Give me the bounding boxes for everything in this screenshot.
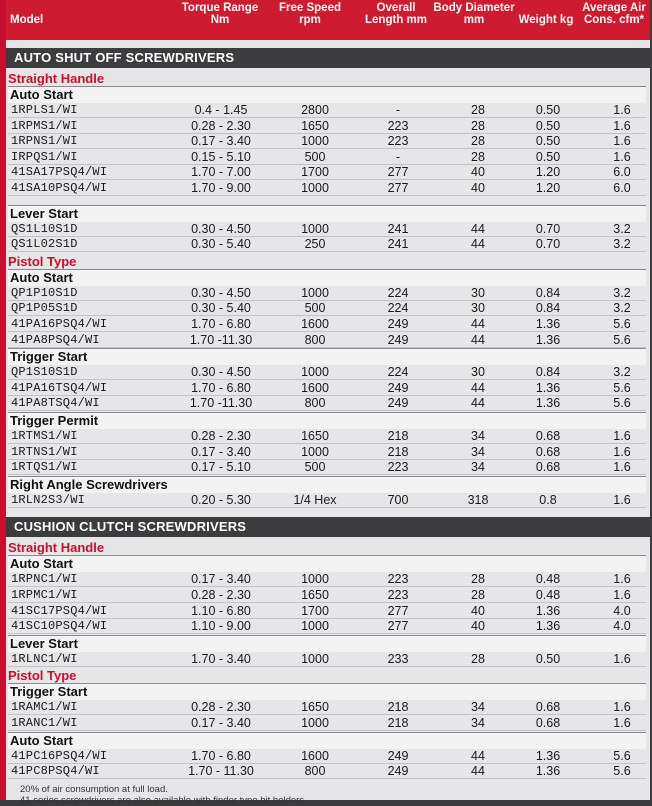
weight-cell: 0.84 (535, 301, 561, 316)
diameter-cell: 28 (471, 149, 485, 164)
table-row (8, 150, 646, 165)
torque-cell: 1.70 -11.30 (189, 332, 253, 347)
category-label: Pistol Type (8, 668, 77, 684)
air-cell: 1.6 (613, 118, 631, 133)
torque-cell: 0.17 - 3.40 (191, 716, 251, 730)
model-cell: QP1P10S1D (11, 285, 78, 300)
header-model: Model (10, 14, 44, 26)
torque-cell: 0.28 - 2.30 (191, 429, 251, 443)
speed-cell: 1000 (301, 134, 329, 149)
speed-cell: 1000 (301, 365, 329, 380)
torque-cell: 0.30 - 4.50 (191, 221, 251, 236)
torque-cell: 1.10 - 9.00 (191, 619, 251, 634)
table-row (8, 700, 646, 715)
speed-cell: 500 (304, 460, 326, 475)
model-cell: QS1L02S1D (11, 237, 78, 252)
model-cell: 1RPNS1/WI (11, 134, 78, 149)
category-label: Straight Handle (8, 540, 105, 556)
footnote: 41 series screwdrivers are also available with finder type bit holders. (20, 794, 307, 806)
speed-cell: 1000 (301, 181, 329, 195)
air-cell: 3.2 (613, 301, 631, 316)
table-row (8, 222, 646, 237)
length-cell: 223 (387, 588, 409, 602)
speed-cell: 800 (304, 764, 326, 779)
weight-cell: 1.36 (535, 603, 561, 618)
model-cell: 1RAMC1/WI (11, 700, 78, 715)
speed-cell: 250 (304, 237, 326, 252)
model-cell: 1RLN2S3/WI (11, 492, 86, 507)
model-cell: 41SA17PSQ4/WI (11, 165, 108, 180)
torque-cell: 0.17 - 3.40 (191, 444, 251, 459)
length-cell: 218 (387, 444, 409, 459)
air-cell: 5.6 (613, 332, 631, 347)
table-row (8, 572, 646, 587)
footnote: 20% of air consumption at full load. (20, 783, 168, 795)
air-cell: 6.0 (613, 181, 631, 195)
header-speed: Free Speed rpm (279, 2, 341, 26)
weight-cell: 0.68 (535, 444, 561, 459)
torque-cell: 0.20 - 5.30 (191, 492, 251, 507)
table-row (8, 588, 646, 603)
diameter-cell: 34 (471, 700, 485, 715)
air-cell: 5.6 (613, 317, 631, 331)
length-cell: 249 (387, 748, 409, 763)
length-cell: 223 (387, 572, 409, 587)
model-cell: 41SA10PSQ4/WI (11, 181, 108, 195)
length-cell: 224 (387, 301, 409, 316)
speed-cell: 1650 (301, 700, 329, 715)
table-row (8, 460, 646, 475)
speed-cell: 1600 (301, 317, 329, 331)
diameter-cell: 28 (471, 134, 485, 149)
diameter-cell: 28 (471, 651, 485, 666)
length-cell: 218 (387, 429, 409, 443)
length-cell: - (395, 103, 401, 117)
header-air: Average Air Cons. cfm* (582, 2, 646, 26)
diameter-cell: 44 (471, 396, 485, 411)
weight-cell: 1.36 (535, 380, 561, 395)
air-cell: 1.6 (613, 149, 631, 164)
diameter-cell: 30 (471, 301, 485, 316)
length-cell: 277 (387, 165, 409, 180)
weight-cell: 0.68 (535, 700, 561, 715)
subgroup-label: Right Angle Screwdrivers (8, 476, 646, 493)
torque-cell: 1.70 - 7.00 (191, 165, 251, 180)
air-cell: 6.0 (613, 165, 631, 180)
length-cell: - (395, 149, 401, 164)
table-row (8, 764, 646, 779)
speed-cell: 1600 (301, 748, 329, 763)
length-cell: 241 (387, 221, 409, 236)
length-cell: 277 (387, 603, 409, 618)
diameter-cell: 28 (471, 588, 485, 602)
model-cell: 1RPMC1/WI (11, 588, 78, 602)
torque-cell: 1.10 - 6.80 (191, 603, 251, 618)
header-length: Overall Length mm (365, 2, 427, 26)
length-cell: 233 (387, 651, 409, 666)
model-cell: 41PA8TSQ4/WI (11, 396, 100, 411)
speed-cell: 1700 (301, 165, 329, 180)
weight-cell: 0.50 (535, 103, 561, 117)
weight-cell: 1.36 (535, 748, 561, 763)
model-cell: 1RPLS1/WI (11, 103, 78, 117)
weight-cell: 1.20 (535, 181, 561, 195)
weight-cell: 1.36 (535, 396, 561, 411)
torque-cell: 1.70 - 3.40 (191, 651, 251, 666)
diameter-cell: 34 (471, 429, 485, 443)
model-cell: QP1S10S1D (11, 365, 78, 380)
weight-cell: 0.68 (535, 429, 561, 443)
air-cell: 1.6 (613, 572, 631, 587)
diameter-cell: 44 (471, 748, 485, 763)
torque-cell: 0.28 - 2.30 (191, 588, 251, 602)
length-cell: 241 (387, 237, 409, 252)
model-cell: 1RANC1/WI (11, 716, 78, 730)
diameter-cell: 44 (471, 221, 485, 236)
weight-cell: 1.36 (535, 619, 561, 634)
model-cell: 1RTNS1/WI (11, 444, 78, 459)
speed-cell: 1000 (301, 221, 329, 236)
length-cell: 277 (387, 181, 409, 195)
air-cell: 5.6 (613, 380, 631, 395)
model-cell: 1RTMS1/WI (11, 429, 78, 443)
section-header: CUSHION CLUTCH SCREWDRIVERS (6, 517, 650, 537)
speed-cell: 500 (304, 301, 326, 316)
speed-cell: 1650 (301, 118, 329, 133)
model-cell: 41SC10PSQ4/WI (11, 619, 108, 634)
table-row (8, 286, 646, 301)
torque-cell: 0.4 - 1.45 (194, 103, 248, 117)
subgroup-label: Lever Start (8, 635, 646, 652)
table-row (8, 381, 646, 396)
table-row (8, 493, 646, 508)
subgroup-label: Lever Start (8, 205, 646, 222)
torque-cell: 0.28 - 2.30 (191, 700, 251, 715)
model-cell: 1RPMS1/WI (11, 118, 78, 133)
diameter-cell: 40 (471, 619, 485, 634)
table-row (8, 429, 646, 444)
weight-cell: 0.50 (535, 651, 561, 666)
model-cell: 41PA8PSQ4/WI (11, 332, 100, 347)
model-cell: 41PC8PSQ4/WI (11, 764, 100, 779)
weight-cell: 0.84 (535, 285, 561, 300)
speed-cell: 1000 (301, 716, 329, 730)
table-row (8, 604, 646, 619)
table-row (8, 716, 646, 731)
torque-cell: 1.70 - 6.80 (191, 317, 251, 331)
diameter-cell: 40 (471, 165, 485, 180)
weight-cell: 0.68 (535, 460, 561, 475)
subgroup-label: Trigger Start (8, 348, 646, 365)
speed-cell: 1000 (301, 572, 329, 587)
air-cell: 1.6 (613, 651, 631, 666)
length-cell: 218 (387, 716, 409, 730)
model-cell: QP1P05S1D (11, 301, 78, 316)
subgroup-label: Auto Start (8, 555, 646, 572)
diameter-cell: 30 (471, 365, 485, 380)
model-cell: 1RLNC1/WI (11, 651, 78, 666)
diameter-cell: 34 (471, 444, 485, 459)
table-header (6, 0, 650, 40)
table-row (8, 165, 646, 180)
category-label: Pistol Type (8, 253, 77, 269)
torque-cell: 0.15 - 5.10 (191, 149, 251, 164)
speed-cell: 1000 (301, 619, 329, 634)
diameter-cell: 44 (471, 317, 485, 331)
speed-cell: 1000 (301, 285, 329, 300)
speed-cell: 1600 (301, 380, 329, 395)
diameter-cell: 28 (471, 572, 485, 587)
weight-cell: 0.8 (539, 492, 557, 507)
weight-cell: 1.20 (535, 165, 561, 180)
diameter-cell: 44 (471, 332, 485, 347)
model-cell: 41SC17PSQ4/WI (11, 603, 108, 618)
diameter-cell: 30 (471, 285, 485, 300)
weight-cell: 0.84 (535, 365, 561, 380)
air-cell: 1.6 (613, 716, 631, 730)
length-cell: 224 (387, 365, 409, 380)
air-cell: 5.6 (613, 748, 631, 763)
torque-cell: 0.17 - 5.10 (191, 460, 251, 475)
model-cell: QS1L10S1D (11, 221, 78, 236)
speed-cell: 800 (304, 396, 326, 411)
table-row (8, 652, 646, 667)
speed-cell: 2800 (301, 103, 329, 117)
air-cell: 3.2 (613, 237, 631, 252)
air-cell: 3.2 (613, 285, 631, 300)
torque-cell: 0.30 - 4.50 (191, 365, 251, 380)
subgroup-label: Auto Start (8, 269, 646, 286)
air-cell: 5.6 (613, 764, 631, 779)
table-row (8, 445, 646, 460)
model-cell: 1RPNC1/WI (11, 572, 78, 587)
subgroup-label: Trigger Permit (8, 412, 646, 429)
weight-cell: 1.36 (535, 317, 561, 331)
speed-cell: 500 (304, 149, 326, 164)
air-cell: 1.6 (613, 134, 631, 149)
speed-cell: 1000 (301, 651, 329, 666)
length-cell: 223 (387, 118, 409, 133)
diameter-cell: 28 (471, 103, 485, 117)
table-row (8, 749, 646, 764)
model-cell: 41PA16PSQ4/WI (11, 317, 108, 331)
length-cell: 224 (387, 285, 409, 300)
weight-cell: 0.70 (535, 221, 561, 236)
table-row (8, 317, 646, 332)
section-header: AUTO SHUT OFF SCREWDRIVERS (6, 48, 650, 68)
torque-cell: 0.30 - 5.40 (191, 301, 251, 316)
length-cell: 218 (387, 700, 409, 715)
weight-cell: 0.48 (535, 572, 561, 587)
weight-cell: 1.36 (535, 332, 561, 347)
air-cell: 3.2 (613, 365, 631, 380)
torque-cell: 1.70 - 6.80 (191, 380, 251, 395)
model-cell: 1RTQS1/WI (11, 460, 78, 475)
air-cell: 1.6 (613, 700, 631, 715)
table-row (8, 365, 646, 380)
speed-cell: 1650 (301, 588, 329, 602)
speed-cell: 1000 (301, 444, 329, 459)
diameter-cell: 318 (467, 492, 489, 507)
diameter-cell: 40 (471, 603, 485, 618)
table-row (8, 119, 646, 134)
diameter-cell: 44 (471, 380, 485, 395)
air-cell: 4.0 (613, 603, 631, 618)
speed-cell: 1650 (301, 429, 329, 443)
torque-cell: 0.30 - 4.50 (191, 285, 251, 300)
torque-cell: 1.70 -11.30 (189, 396, 253, 411)
table-body (6, 40, 650, 806)
table-row (8, 301, 646, 316)
length-cell: 223 (387, 460, 409, 475)
subgroup-label: Auto Start (8, 86, 646, 103)
air-cell: 5.6 (613, 396, 631, 411)
table-row (8, 619, 646, 634)
torque-cell: 0.17 - 3.40 (191, 134, 251, 149)
table-row (8, 396, 646, 411)
torque-cell: 0.28 - 2.30 (191, 118, 251, 133)
length-cell: 249 (387, 396, 409, 411)
torque-cell: 0.30 - 5.40 (191, 237, 251, 252)
header-torque: Torque Range Nm (181, 2, 259, 26)
diameter-cell: 40 (471, 181, 485, 195)
air-cell: 1.6 (613, 460, 631, 475)
diameter-cell: 34 (471, 716, 485, 730)
weight-cell: 0.50 (535, 149, 561, 164)
length-cell: 249 (387, 317, 409, 331)
air-cell: 1.6 (613, 588, 631, 602)
weight-cell: 1.36 (535, 764, 561, 779)
weight-cell: 0.50 (535, 118, 561, 133)
length-cell: 223 (387, 134, 409, 149)
model-cell: 41PC16PSQ4/WI (11, 748, 108, 763)
diameter-cell: 28 (471, 118, 485, 133)
weight-cell: 0.70 (535, 237, 561, 252)
length-cell: 277 (387, 619, 409, 634)
subgroup-label: Trigger Start (8, 683, 646, 700)
speed-cell: 1/4 Hex (293, 492, 337, 507)
table-row (8, 181, 646, 196)
torque-cell: 0.17 - 3.40 (191, 572, 251, 587)
table-row (8, 134, 646, 149)
header-diameter: Body Diameter mm (433, 2, 515, 26)
weight-cell: 0.48 (535, 588, 561, 602)
diameter-cell: 44 (471, 764, 485, 779)
header-weight: Weight kg (518, 14, 574, 26)
air-cell: 3.2 (613, 221, 631, 236)
speed-cell: 800 (304, 332, 326, 347)
air-cell: 1.6 (613, 103, 631, 117)
speed-cell: 1700 (301, 603, 329, 618)
diameter-cell: 34 (471, 460, 485, 475)
diameter-cell: 44 (471, 237, 485, 252)
air-cell: 1.6 (613, 492, 631, 507)
table-row (8, 237, 646, 252)
air-cell: 1.6 (613, 444, 631, 459)
category-label: Straight Handle (8, 71, 105, 86)
air-cell: 1.6 (613, 429, 631, 443)
model-cell: IRPQS1/WI (11, 149, 78, 164)
table-row (8, 103, 646, 118)
torque-cell: 1.70 - 9.00 (191, 181, 251, 195)
length-cell: 249 (387, 764, 409, 779)
model-cell: 41PA16TSQ4/WI (11, 380, 108, 395)
weight-cell: 0.50 (535, 134, 561, 149)
subgroup-label: Auto Start (8, 732, 646, 749)
table-row (8, 333, 646, 348)
length-cell: 249 (387, 332, 409, 347)
length-cell: 700 (387, 492, 409, 507)
weight-cell: 0.68 (535, 716, 561, 730)
air-cell: 4.0 (613, 619, 631, 634)
torque-cell: 1.70 - 11.30 (188, 764, 254, 779)
torque-cell: 1.70 - 6.80 (191, 748, 251, 763)
length-cell: 249 (387, 380, 409, 395)
